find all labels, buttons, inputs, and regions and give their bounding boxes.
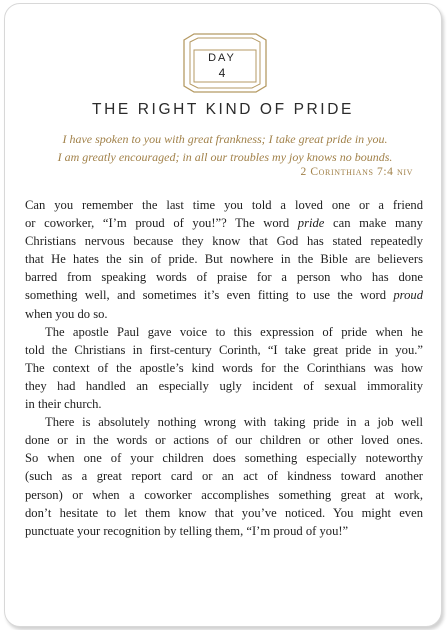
day-number: 4: [218, 66, 226, 80]
verse-line-1: I have spoken to you with great frankness; I take great pride in you.: [62, 132, 388, 146]
text-line: (such as a great report card or an act of kindness toward another: [25, 469, 423, 484]
text-line: done or in the words or actions of our children or other loved ones.: [25, 433, 423, 448]
text-line: punctuate your recognition by telling them, “I’m proud of you!”: [25, 523, 349, 538]
text-line: Can you remember the last time you told a loved one or a friend: [25, 198, 423, 212]
text-line: when you do so.: [25, 306, 108, 321]
text-line: The context of the apostle’s kind words for the Corinthians was how: [25, 360, 423, 375]
text-line: There is absolutely nothing wrong with taking pride in a job well: [45, 415, 423, 430]
page-title: THE RIGHT KIND OF PRIDE: [92, 101, 354, 118]
text-line: barred from speaking words of praise for a person who has done: [25, 270, 423, 285]
text-line: told the Christians in first-century Corinth, “I take great pride in you.”: [25, 342, 423, 357]
paragraph-1: [25, 196, 423, 323]
text-line: that He hates the sin of pride. But nowhere in the Bible are believers: [25, 252, 423, 267]
paragraph-2: [25, 323, 423, 413]
text-line: Christians nervous because they know that God has stated repeatedly: [25, 234, 423, 249]
text-line: person) or when a coworker accomplishes something great at work,: [25, 487, 423, 502]
day-label: DAY: [208, 52, 236, 64]
text-line: The apostle Paul gave voice to this expression of pride when he: [45, 324, 423, 339]
text-line: they had handled an especially ugly incident of sexual immorality: [25, 378, 423, 393]
text-line: So when one of your children does something especially noteworthy: [25, 451, 423, 466]
verse-reference: 2 Corinthians 7:4 niv: [300, 166, 413, 178]
devotional-body: [25, 196, 423, 540]
text-line: or coworker, “I’m proud of you!”? The word pride can make many: [25, 216, 423, 231]
scripture-verse: [25, 130, 425, 166]
text-line: something well, and sometimes it’s even fitting to use the word proud: [25, 288, 423, 303]
verse-line-2: I am greatly encouraged; in all our troubles my joy knows no bounds.: [57, 150, 393, 164]
text-line: don’t hesitate to let them know that you’ve noticed. You might even: [25, 505, 423, 520]
text-line: in their church.: [25, 397, 102, 412]
devotional-page: [4, 3, 442, 627]
paragraph-3: [25, 413, 423, 540]
